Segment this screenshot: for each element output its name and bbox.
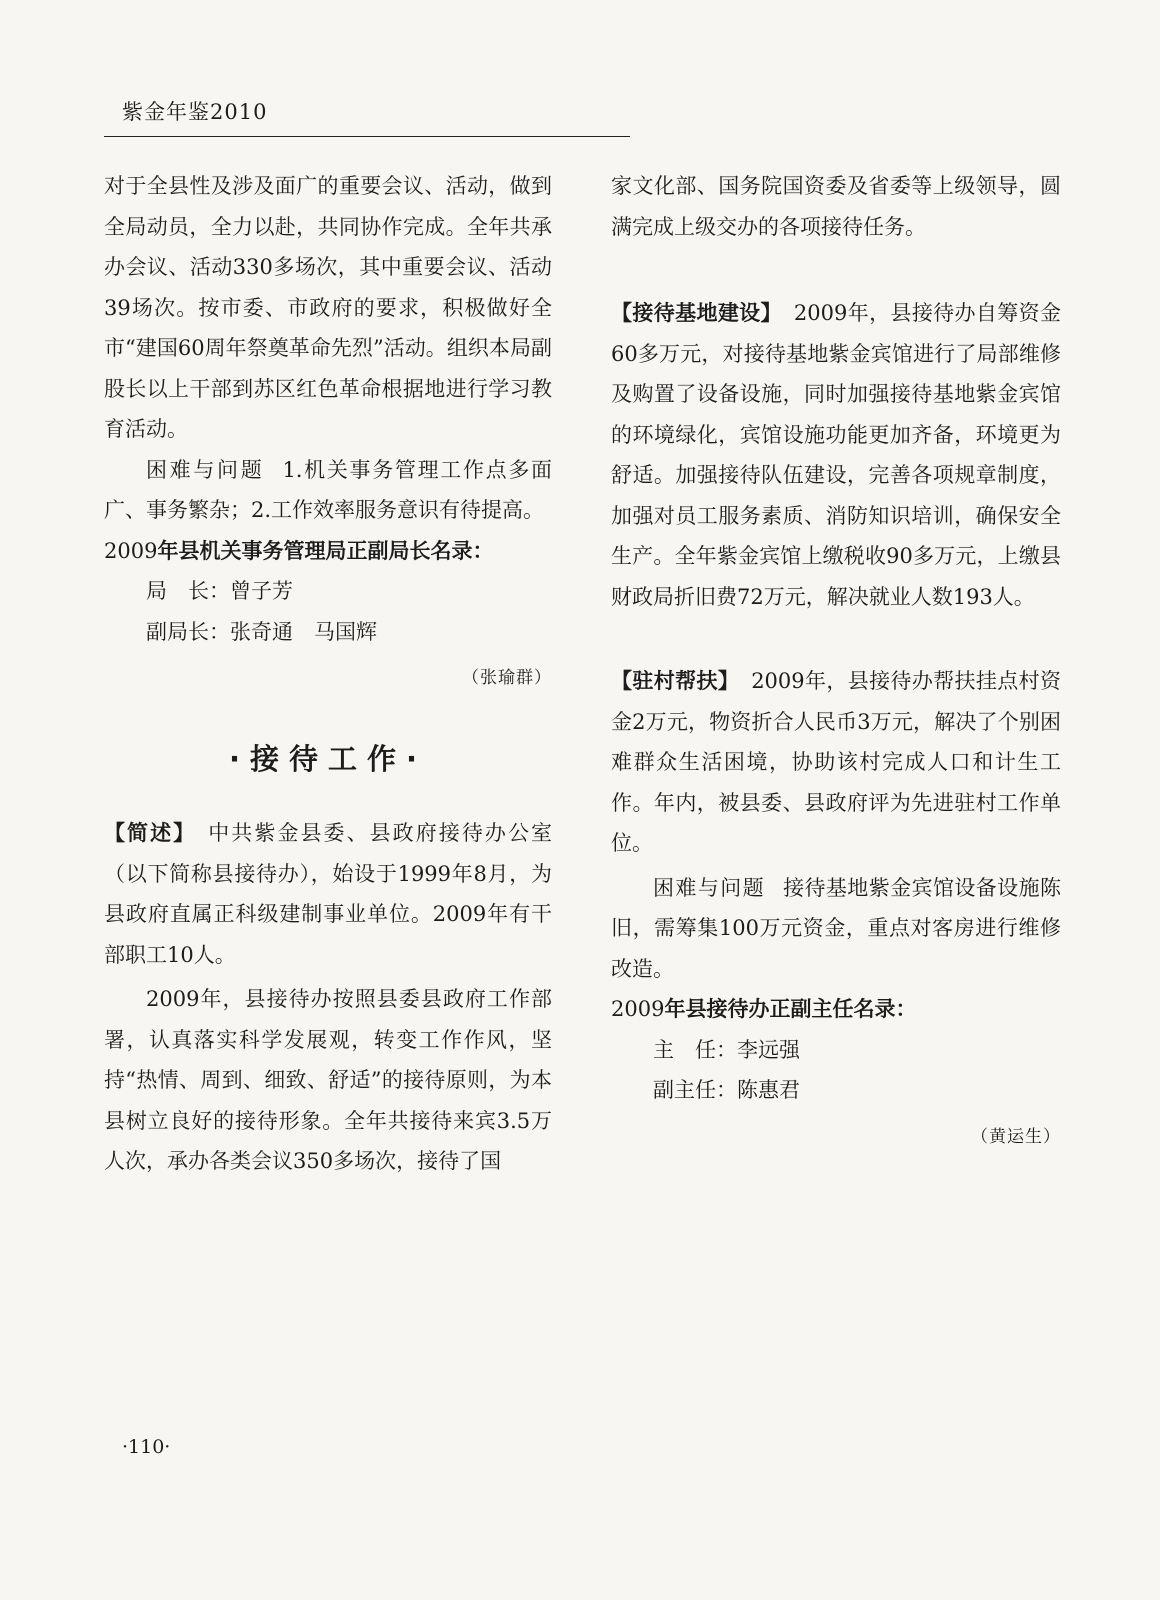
roster-name: 李远强 xyxy=(737,1037,800,1062)
roster-name: 陈惠君 xyxy=(737,1078,800,1102)
roster-role: 副主任： xyxy=(653,1078,737,1102)
header-rule xyxy=(104,136,630,137)
roster-entry xyxy=(104,571,552,612)
problems-paragraph xyxy=(611,868,1061,990)
roster-role: 局 长： xyxy=(146,579,230,603)
village-support-paragraph xyxy=(611,661,1061,864)
left-column xyxy=(104,166,552,1182)
problems-label: 困难与问题 xyxy=(653,875,766,900)
roster-role: 主 任： xyxy=(653,1037,737,1062)
section-title: ·接待工作· xyxy=(228,741,428,776)
problems-text: 1.机关事务管理工作点多面广、事务繁杂；2.工作效率服务意识有待提高。 xyxy=(104,457,553,522)
base-construction-label: 【接待基地建设】 xyxy=(611,301,782,325)
roster-year: 2009 xyxy=(104,538,158,563)
roster-title-text: 年县机关事务管理局正副局长名录： xyxy=(157,538,494,563)
continued-paragraph: 对于全县性及涉及面广的重要会议、活动，做到全局动员，全力以赴，共同协作完成。全年共承办会议、活动330多场次，其中重要会议、活动39场次。按市委、市政府的要求，积极做好全市“建国60周年祭奠革命先烈”活动。组织本局副股长以上干部到苏区红色革命根据地进行学习教育活动。 xyxy=(104,174,552,441)
running-head: 紫金年鉴2010 xyxy=(122,100,268,124)
page-number: ·110· xyxy=(122,1436,171,1458)
roster-year: 2009 xyxy=(611,997,665,1021)
overview-label: 【简述】 xyxy=(104,821,197,845)
roster-entry xyxy=(611,1070,1061,1111)
spacer xyxy=(611,247,1061,293)
author-credit: （张瑜群） xyxy=(462,668,552,688)
village-support-label: 【驻村帮扶】 xyxy=(611,669,740,693)
right-column xyxy=(611,166,1061,1157)
problems-paragraph xyxy=(104,450,552,531)
roster-name: 张奇通 马国辉 xyxy=(230,619,377,644)
body-paragraph: 2009年，县接待办按照县委县政府工作部署，认真落实科学发展观，转变工作作风，坚持“热情、周到、细致、舒适”的接待原则，为本县树立良好的接待形象。全年共接待来宾3.5万人次，承办各类会议350多场次，接待了国 xyxy=(104,987,552,1173)
roster-entry xyxy=(104,612,552,653)
village-support-text: 2009年，县接待办帮扶挂点村资金2万元，物资折合人民币3万元，解决了个别困难群众生活困境，协助该村完成人口和计生工作。年内，被县委、县政府评为先进驻村工作单位。 xyxy=(611,669,1061,855)
roster-title xyxy=(104,531,552,572)
spacer xyxy=(611,617,1061,661)
base-construction-paragraph xyxy=(611,293,1061,617)
roster-name: 曾子芳 xyxy=(230,579,293,603)
roster-entry xyxy=(611,1030,1061,1071)
overview-paragraph xyxy=(104,813,552,975)
problems-text: 接待基地紫金宾馆设备设施陈旧，需筹集100万元资金，重点对客房进行维修改造。 xyxy=(611,875,1062,981)
base-construction-text: 2009年，县接待办自筹资金60多万元，对接待基地紫金宾馆进行了局部维修及购置了设备设施，同时加强接待基地紫金宾馆的环境绿化，宾馆设施功能更加齐备，环境更为舒适。加强接待队伍建设，完善各项规章制度，加强对员工服务素质、消防知识培训，确保安全生产。全年紫金宾馆上缴税收90多万元，上缴县财政局折旧费72万元，解决就业人数193人。 xyxy=(611,301,1062,609)
roster-title-text: 年县接待办正副主任名录： xyxy=(664,997,917,1021)
continued-paragraph: 家文化部、国务院国资委及省委等上级领导，圆满完成上级交办的各项接待任务。 xyxy=(611,174,1061,239)
roster-role: 副局长： xyxy=(146,619,230,644)
author-credit: （黄运生） xyxy=(971,1126,1061,1147)
problems-label: 困难与问题 xyxy=(146,457,265,482)
roster-title xyxy=(611,989,1061,1030)
overview-text: 中共紫金县委、县政府接待办公室（以下简称县接待办），始设于1999年8月，为县政府直属正科级建制事业单位。2009年有干部职工10人。 xyxy=(104,821,553,967)
